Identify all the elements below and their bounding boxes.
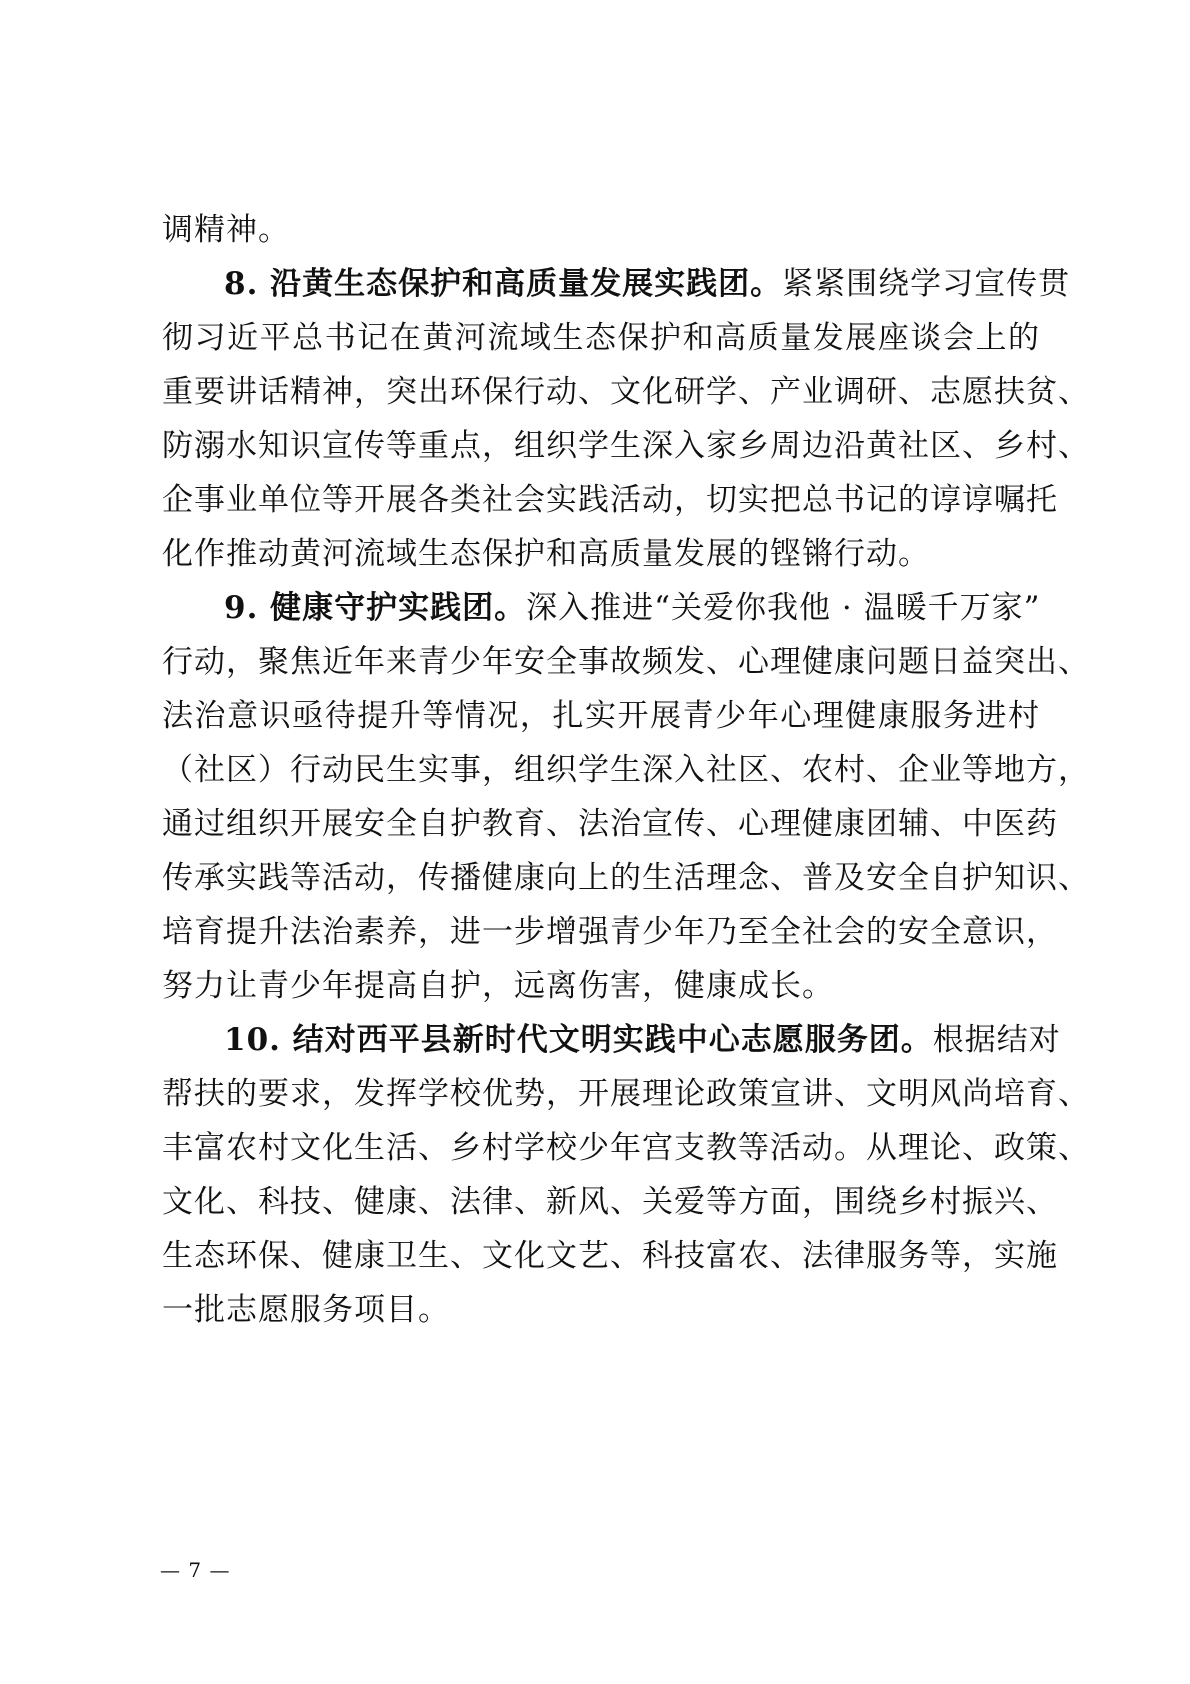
section-8-first-line xyxy=(224,264,1071,304)
section-10-line: 帮扶的要求，发挥学校优势，开展理论政策宣讲、文明风尚培育、 xyxy=(162,1076,1090,1112)
section-9-line: 法治意识亟待提升等情况，扎实开展青少年心理健康服务进村 xyxy=(162,698,1040,734)
section-10-text: 根据结对 xyxy=(932,1022,1061,1058)
section-10-first-line xyxy=(224,1020,1061,1060)
section-9-first-line xyxy=(224,588,1040,628)
section-8-text: 紧紧围绕学习宣传贯 xyxy=(782,266,1071,302)
section-8-line: 重要讲话精神，突出环保行动、文化研学、产业调研、志愿扶贫、 xyxy=(162,374,1090,410)
section-8-heading: 8. 沿黄生态保护和高质量发展实践团。 xyxy=(224,266,783,302)
section-8-line: 化作推动黄河流域生态保护和高质量发展的铿锵行动。 xyxy=(162,536,930,572)
section-10-line: 生态环保、健康卫生、文化文艺、科技富农、法律服务等，实施 xyxy=(162,1238,1058,1274)
section-9-line: 通过组织开展安全自护教育、法治宣传、心理健康团辅、中医药 xyxy=(162,806,1058,842)
section-8-line: 彻习近平总书记在黄河流域生态保护和高质量发展座谈会上的 xyxy=(162,320,1040,356)
section-9-line: （社区）行动民生实事，组织学生深入社区、农村、企业等地方， xyxy=(162,752,1090,788)
section-10-line: 丰富农村文化生活、乡村学校少年宫支教等活动。从理论、政策、 xyxy=(162,1130,1090,1166)
page-number: — 7 — xyxy=(160,1558,231,1582)
section-9-line: 努力让青少年提高自护，远离伤害，健康成长。 xyxy=(162,968,834,1004)
section-10-heading: 10. 结对西平县新时代文明实践中心志愿服务团。 xyxy=(224,1022,933,1058)
section-9-text: 深入推进“关爱你我他 · 温暖千万家” xyxy=(526,590,1041,626)
section-8-line: 企事业单位等开展各类社会实践活动，切实把总书记的谆谆嘱托 xyxy=(162,482,1058,518)
paragraph-continuation: 调精神。 xyxy=(162,212,290,248)
section-8-line: 防溺水知识宣传等重点，组织学生深入家乡周边沿黄社区、乡村、 xyxy=(162,428,1090,464)
section-9-line: 传承实践等活动，传播健康向上的生活理念、普及安全自护知识、 xyxy=(162,860,1090,896)
section-10-line: 一批志愿服务项目。 xyxy=(162,1292,450,1328)
section-9-line: 行动，聚焦近年来青少年安全事故频发、心理健康问题日益突出、 xyxy=(162,644,1090,680)
section-9-heading: 9. 健康守护实践团。 xyxy=(224,590,527,626)
section-9-line: 培育提升法治素养，进一步增强青少年乃至全社会的安全意识， xyxy=(162,914,1058,950)
section-10-line: 文化、科技、健康、法律、新风、关爱等方面，围绕乡村振兴、 xyxy=(162,1184,1058,1220)
